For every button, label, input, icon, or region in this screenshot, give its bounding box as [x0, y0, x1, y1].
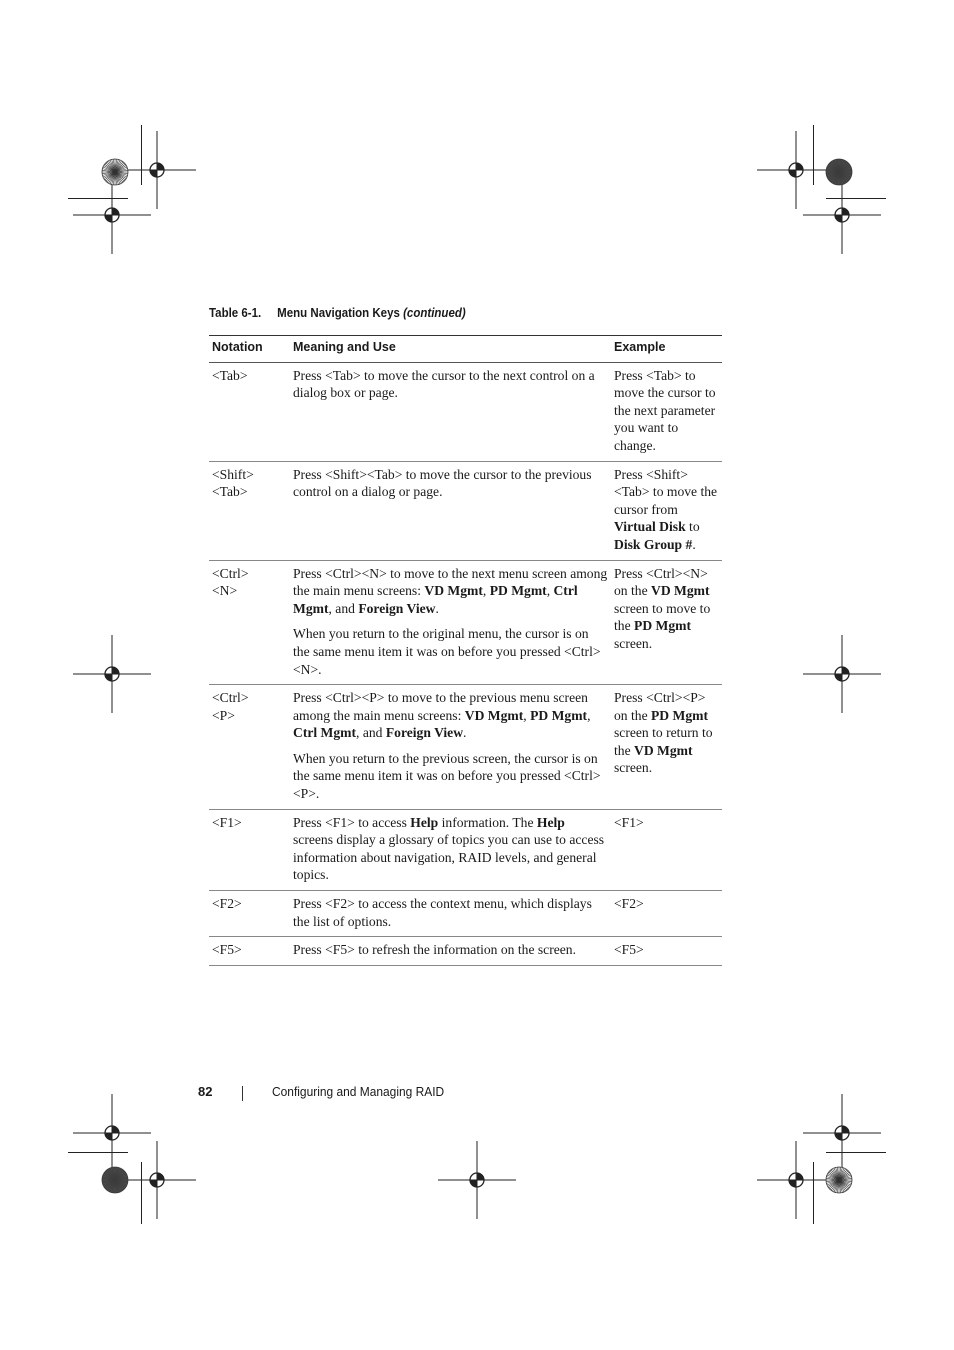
registration-crosshair-icon — [73, 176, 151, 254]
crop-mark — [826, 1152, 886, 1153]
footer-divider — [242, 1086, 243, 1101]
table-row — [209, 937, 722, 966]
notation-cell — [209, 362, 290, 461]
table-row — [209, 809, 722, 890]
meaning-cell — [290, 560, 611, 685]
crop-mark — [813, 125, 814, 185]
meaning-paragraph — [293, 565, 608, 618]
notation-cell — [209, 937, 290, 966]
meaning-cell — [290, 891, 611, 937]
bold-term: PD Mgmt — [651, 707, 708, 723]
text-run: Press <F1> to access — [293, 814, 411, 830]
meaning-paragraph — [293, 750, 608, 803]
text-run: <F2> — [614, 896, 644, 912]
notation-cell — [209, 461, 290, 560]
text-run: Press <Ctrl><N> on the — [614, 565, 708, 599]
page-number: 82 — [198, 1084, 213, 1099]
key-notation: <N> — [212, 583, 238, 599]
bold-term: Help — [410, 814, 439, 830]
text-run: to — [685, 519, 700, 535]
text-run: Press <Ctrl><P> to move to the previous menu screen among the main menu screens: — [293, 690, 588, 723]
bold-term: PD Mgmt — [489, 583, 547, 599]
table-caption — [209, 306, 466, 320]
key-notation: <Ctrl> — [212, 690, 249, 706]
text-run: <F1> — [614, 814, 644, 830]
text-run: , — [523, 707, 531, 723]
text-run: Press <Ctrl><N> to move to the next menu screen among the main menu screens: — [293, 565, 608, 599]
table-body — [209, 362, 722, 965]
text-run: . — [435, 600, 439, 616]
header-notation: Notation — [209, 336, 290, 363]
crop-mark — [68, 1152, 128, 1153]
registration-crosshair-icon — [803, 176, 881, 254]
example-cell — [611, 891, 722, 937]
meaning-paragraph — [293, 466, 608, 501]
menu-navigation-keys-table — [209, 335, 722, 966]
meaning-paragraph — [293, 689, 608, 742]
crop-mark — [141, 125, 142, 185]
key-notation: <P> — [212, 707, 235, 723]
example-cell — [611, 809, 722, 890]
meaning-cell — [290, 461, 611, 560]
example-cell — [611, 461, 722, 560]
meaning-cell — [290, 937, 611, 966]
bold-term: PD Mgmt — [530, 707, 588, 723]
crop-mark — [68, 198, 128, 199]
bold-term: Disk Group # — [614, 536, 693, 552]
text-run: Press <Shift><Tab> to move the cursor to the previous control on a dialog or page. — [293, 466, 592, 500]
notation-cell — [209, 560, 290, 685]
crop-mark — [826, 198, 886, 199]
text-run: screens display a glossary of topics you can use to access information about navigation, RAID levels, and general topics. — [293, 832, 605, 883]
notation-cell — [209, 809, 290, 890]
header-meaning: Meaning and Use — [290, 336, 611, 363]
key-notation: <Tab> — [212, 367, 248, 383]
registration-crosshair-icon — [438, 1141, 516, 1219]
table-header-row — [209, 336, 722, 363]
table-row — [209, 560, 722, 685]
caption-label: Table 6-1. — [209, 306, 262, 320]
bold-term: VD Mgmt — [651, 583, 710, 599]
text-run: . — [692, 536, 696, 552]
notation-cell — [209, 685, 290, 810]
meaning-cell — [290, 685, 611, 810]
table-row — [209, 461, 722, 560]
meaning-cell — [290, 809, 611, 890]
text-run: When you return to the previous screen, the cursor is on the same menu item it was on before you pressed <Ctrl><P>. — [293, 750, 601, 802]
meaning-paragraph — [293, 367, 608, 402]
text-run: , — [546, 583, 554, 599]
color-bar-starburst-icon — [100, 157, 130, 187]
text-run: Press <Ctrl><P> on the — [614, 690, 706, 723]
table-row — [209, 362, 722, 461]
color-bar-starburst-icon — [824, 157, 854, 187]
text-run: Press <Shift><Tab> to move the cursor from — [614, 466, 718, 517]
meaning-paragraph — [293, 625, 608, 678]
text-run: <F5> — [614, 942, 644, 958]
example-cell — [611, 937, 722, 966]
meaning-paragraph — [293, 814, 608, 884]
footer-section-title: Configuring and Managing RAID — [272, 1084, 445, 1099]
bold-term: VD Mgmt — [634, 742, 693, 758]
table-row — [209, 685, 722, 810]
color-bar-starburst-icon — [824, 1165, 854, 1195]
text-run: screen. — [614, 635, 653, 651]
bold-term: Ctrl Mgmt — [293, 725, 357, 741]
text-run: . — [463, 725, 467, 741]
bold-term: VD Mgmt — [424, 583, 483, 599]
key-notation: <F2> — [212, 896, 242, 912]
bold-term: Foreign View — [385, 725, 464, 741]
text-run: screen. — [614, 760, 653, 776]
header-example: Example — [611, 336, 722, 363]
text-run: screen to move to the — [614, 600, 711, 634]
text-run: Press <Tab> to move the cursor to the next control on a dialog box or page. — [293, 367, 595, 401]
text-run: , and — [356, 725, 386, 741]
meaning-paragraph — [293, 941, 608, 959]
registration-crosshair-icon — [73, 635, 151, 713]
meaning-paragraph — [293, 895, 608, 930]
registration-crosshair-icon — [803, 635, 881, 713]
text-run: , — [482, 583, 490, 599]
example-cell — [611, 362, 722, 461]
text-run: Press <F5> to refresh the information on the screen. — [293, 942, 576, 958]
bold-term: Foreign View — [358, 600, 436, 616]
table-row — [209, 891, 722, 937]
key-notation: <Ctrl> — [212, 565, 249, 581]
caption-continued: (continued) — [403, 306, 466, 320]
text-run: When you return to the original menu, the cursor is on the same menu item it was on before you pressed <Ctrl><N>. — [293, 626, 601, 677]
meaning-cell — [290, 362, 611, 461]
crop-mark — [813, 1162, 814, 1224]
text-run: information. The — [438, 814, 537, 830]
text-run: , — [587, 707, 591, 723]
bold-term: Ctrl Mgmt — [293, 583, 578, 616]
crop-mark — [141, 1162, 142, 1224]
bold-term: Virtual Disk — [614, 519, 686, 535]
text-run: Press <F2> to access the context menu, which displays the list of options. — [293, 896, 592, 929]
bold-term: VD Mgmt — [464, 707, 524, 723]
example-cell — [611, 560, 722, 685]
example-cell — [611, 685, 722, 810]
text-run: , and — [328, 600, 359, 616]
color-bar-starburst-icon — [100, 1165, 130, 1195]
caption-title: Menu Navigation Keys — [277, 306, 400, 320]
text-run: screen to return to the — [614, 725, 713, 758]
bold-term: Help — [536, 814, 565, 830]
bold-term: PD Mgmt — [634, 618, 692, 634]
key-notation: <F1> — [212, 814, 242, 830]
key-notation: <Tab> — [212, 484, 248, 500]
text-run: Press <Tab> to move the cursor to the next parameter you want to change. — [614, 367, 716, 453]
notation-cell — [209, 891, 290, 937]
key-notation: <F5> — [212, 942, 242, 958]
key-notation: <Shift> — [212, 466, 254, 482]
